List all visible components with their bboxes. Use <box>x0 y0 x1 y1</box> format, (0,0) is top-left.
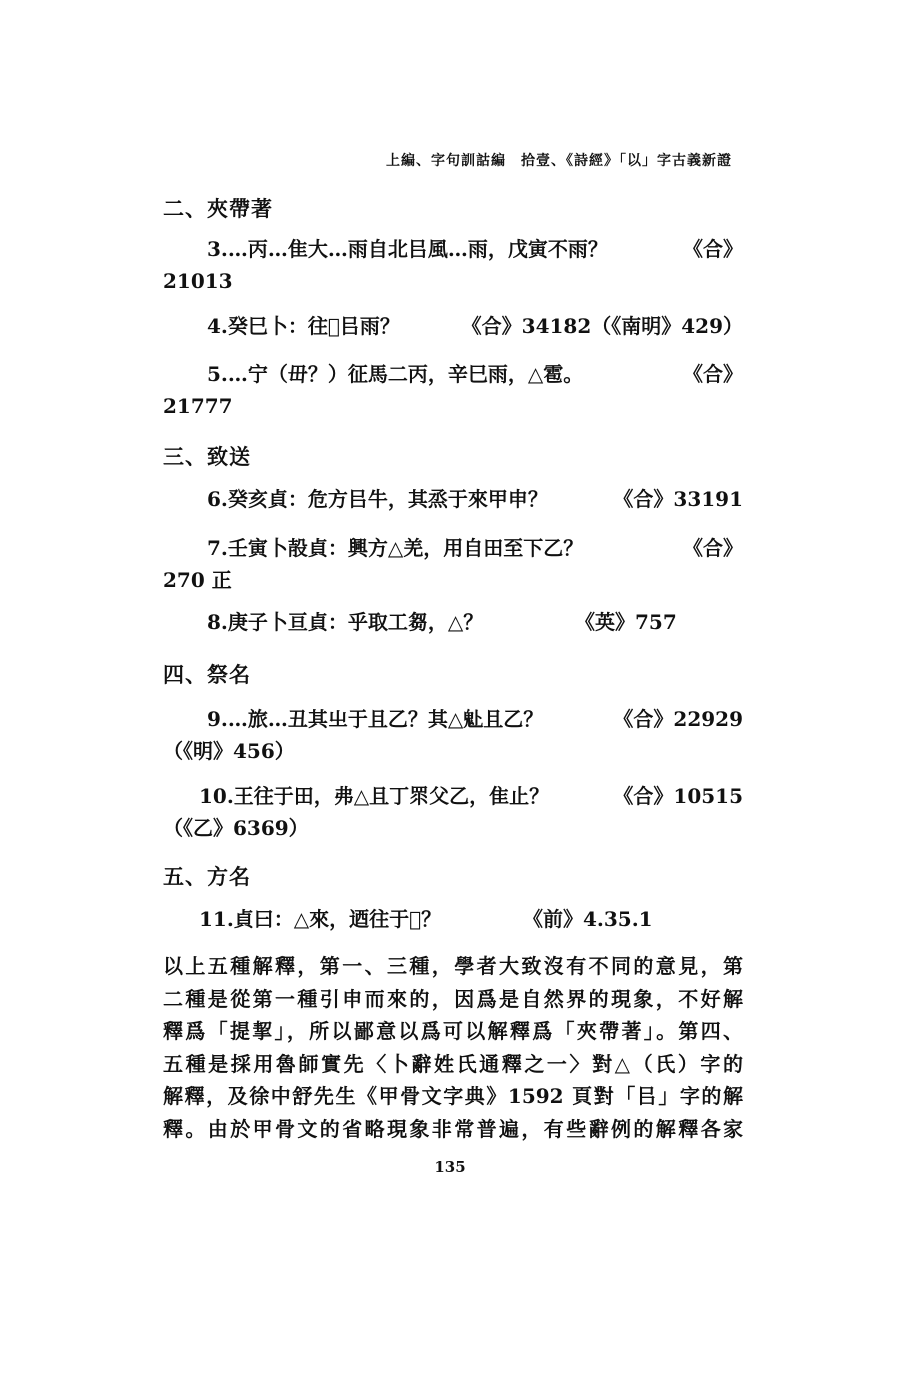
entry-continuation: 21013 <box>163 269 233 293</box>
entry-7 <box>163 532 743 596</box>
entry-text: 9.…旅…丑其㞢于且乙？其△𩱻且乙？ <box>207 707 544 731</box>
section-heading-5: 五、方名 <box>163 864 251 889</box>
section-heading-4: 四、祭名 <box>163 662 251 687</box>
paragraph-line: 釋。由於甲骨文的省略現象非常普遍，有些辭例的解釋各家 <box>163 1116 743 1141</box>
entry-text: 10.王往于田，弗△且丁眔父乙，隹止？ <box>199 784 550 808</box>
running-header: 上編、字句訓詁編 拾壹、《詩經》「以」字古義新證 <box>386 153 732 169</box>
entry-continuation: 270 正 <box>163 568 232 592</box>
body-paragraph <box>163 950 743 1145</box>
paragraph-line: 釋爲「提挈」，所以鄙意以爲可以解釋爲「夾帶著」。第四、 <box>163 1019 743 1043</box>
section-heading-3: 三、致送 <box>163 444 251 469</box>
entry-source: 《合》10515 <box>613 784 743 808</box>
paragraph-line: 五種是採用魯師實先〈卜辭姓氏通釋之一〉對△（氏）字的 <box>163 1051 743 1076</box>
entry-6 <box>163 483 743 515</box>
entry-text: 8.庚子卜亘貞：乎取工芻，△？ <box>207 610 484 634</box>
entry-8 <box>163 606 743 638</box>
entry-source: 《合》 <box>683 536 743 560</box>
entry-10 <box>163 780 743 844</box>
section-heading-2: 二、夾帶著 <box>163 196 273 221</box>
entry-text: 3.…丙…隹大…雨自北㠯風…雨，戊寅不雨？ <box>207 237 608 261</box>
paragraph-line: 解釋，及徐中舒先生《甲骨文字典》1592 頁對「㠯」字的解 <box>163 1084 743 1108</box>
paragraph-line: 二種是從第一種引申而來的，因爲是自然界的現象，不好解 <box>163 986 743 1011</box>
entry-source: 《合》22929 <box>613 707 743 731</box>
entry-5 <box>163 358 743 422</box>
entry-continuation: （《明》456） <box>163 739 295 763</box>
entry-text: 7.壬寅卜㱿貞：興方△羌，用自田至下乙？ <box>207 536 584 560</box>
paragraph-line: 以上五種解釋，第一、三種，學者大致沒有不同的意見，第 <box>163 954 743 978</box>
entry-9 <box>163 703 743 767</box>
entry-3 <box>163 233 743 297</box>
entry-11 <box>163 903 743 935</box>
entry-text: 4.癸巳卜：往𤞷㠯雨？ <box>207 314 400 338</box>
entry-source: 《合》33191 <box>613 487 743 511</box>
entry-text: 5.…宁（毌？）征馬二丙，辛巳雨，△雹。 <box>207 362 584 386</box>
entry-source: 《合》 <box>683 237 743 261</box>
entry-text: 6.癸亥貞：危方㠯牛，其烝于來甲申？ <box>207 487 548 511</box>
entry-4 <box>163 310 743 342</box>
entry-source: 《英》757 <box>575 610 677 634</box>
entry-continuation: 21777 <box>163 394 233 418</box>
page-number: 135 <box>434 1158 466 1176</box>
entry-continuation: （《乙》6369） <box>163 816 309 840</box>
entry-text: 11.貞曰：△來，迺往于𦎫？ <box>199 907 442 931</box>
entry-source: 《前》4.35.1 <box>523 907 653 931</box>
entry-source: 《合》 <box>683 362 743 386</box>
entry-source: 《合》34182（《南明》429） <box>461 314 743 338</box>
